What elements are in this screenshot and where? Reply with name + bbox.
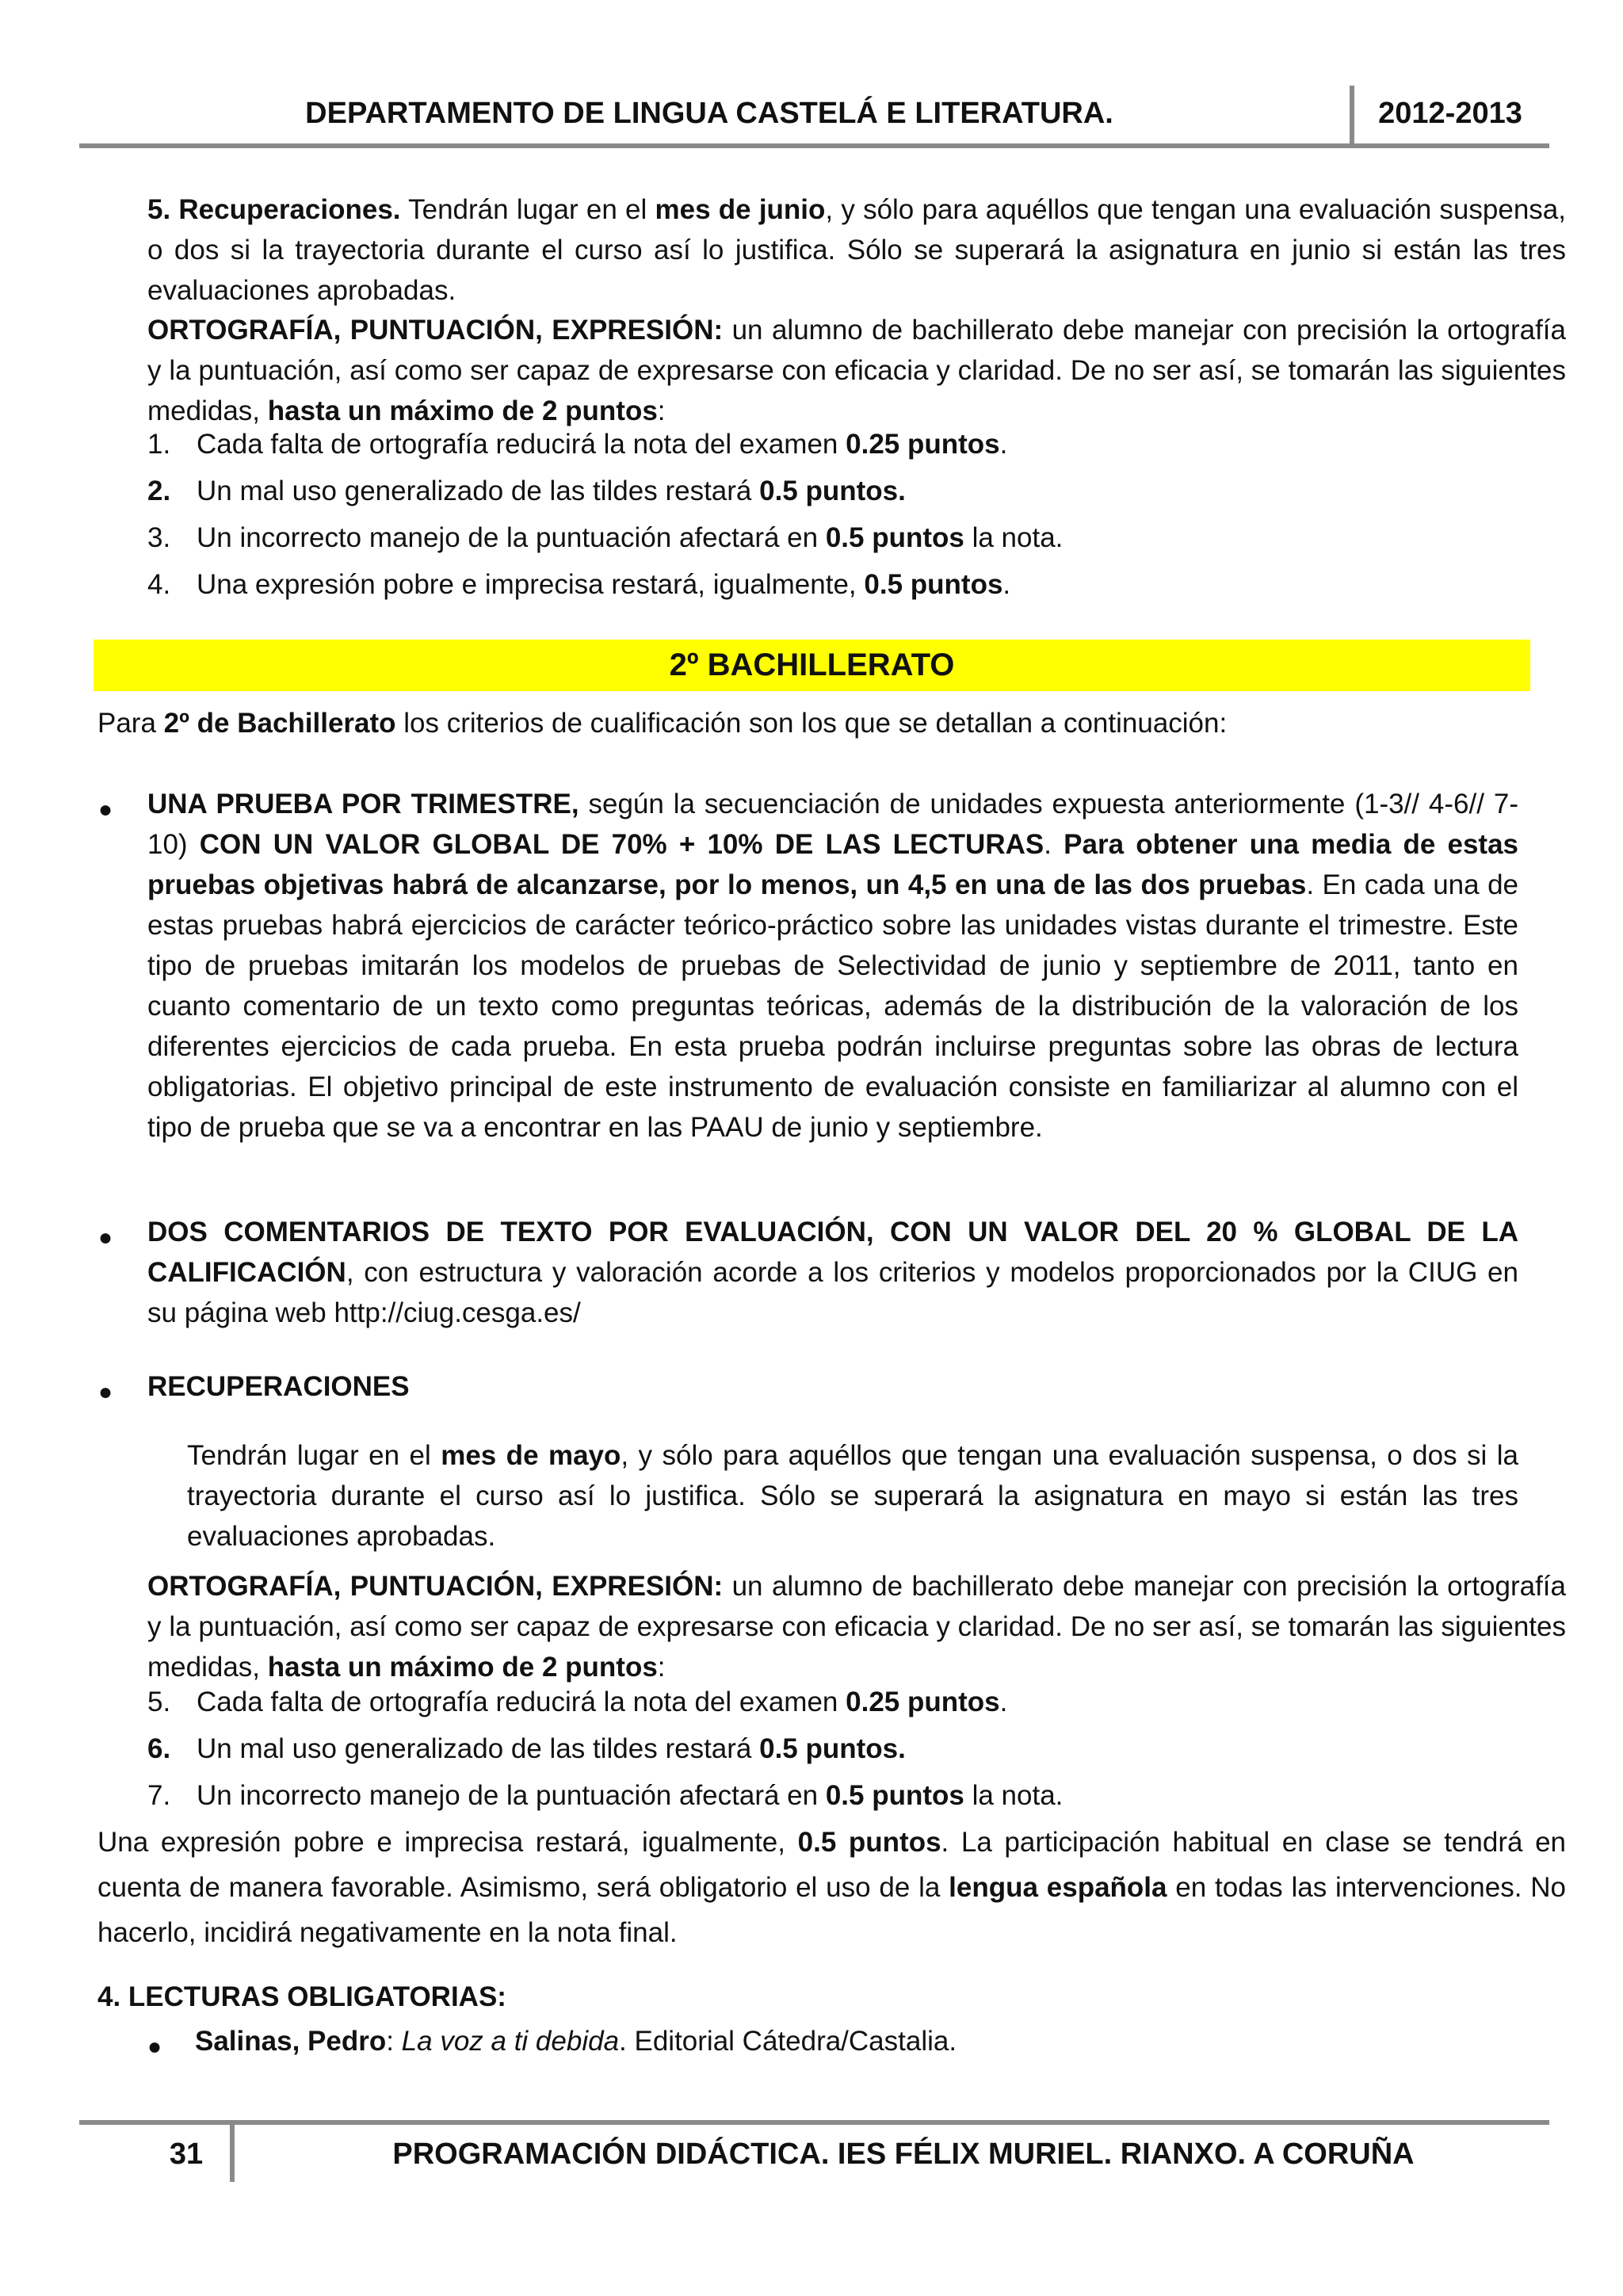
text: . En cada una de estas pruebas habrá ejercicios de carácter teórico-práctico sobre las unidades vistas durante el trimestre. Este tipo de pruebas imitarán los modelos de pruebas de Selectividad de junio y septiembre de 2011, tanto en cuanto comentario de un texto como preguntas teóricas, además de la distribución de la valoración de los diferentes ejercicios de cada prueba. En esta prueba podrán incluirse preguntas sobre las obras de lectura obligatorias. El objetivo principal de este instrumento de evaluación consiste en familiarizar al alumno con el tipo de prueba que se va a encontrar en las PAAU de junio y septiembre.	[147, 869, 1518, 1143]
lectura-item	[195, 2021, 957, 2061]
text: :	[657, 1652, 666, 1683]
bold-text: 2º de Bachillerato	[163, 708, 396, 739]
text: Para	[97, 708, 164, 739]
bold-text: hasta un máximo de 2 puntos	[267, 1652, 658, 1683]
lecturas-heading	[97, 1977, 506, 2017]
list-item	[147, 1775, 1063, 1816]
lectura-title: La voz a ti debida	[401, 2026, 620, 2057]
bold-text: 0.25 puntos	[846, 429, 1000, 460]
text: Tendrán lugar en el	[400, 194, 655, 225]
text: :	[386, 2026, 402, 2057]
list-number: 6.	[147, 1733, 171, 1764]
list-item	[147, 564, 1010, 605]
page-number: 31	[169, 2137, 204, 2171]
bullet-label-recuperaciones	[147, 1366, 410, 1407]
list-item	[147, 1729, 906, 1769]
text: Cada falta de ortografía reducirá la nota del examen	[197, 1687, 846, 1717]
text: la nota.	[964, 522, 1064, 553]
text: .	[1044, 829, 1064, 860]
lectura-author: Salinas, Pedro	[195, 2026, 387, 2057]
text: en todas las intervenciones. No hacerlo, incidirá negativamente en la nota final.	[97, 1872, 1566, 1948]
bold-text: mes de mayo	[441, 1440, 621, 1471]
text: un alumno de bachillerato debe manejar con precisión la ortografía y la puntuación, así como ser capaz de expresarse con eficacia y claridad. De no ser así, se tomarán las siguientes medidas,	[147, 315, 1566, 426]
recuperaciones-label: 5. Recuperaciones.	[147, 194, 401, 225]
header-year: 2012-2013	[1378, 97, 1522, 130]
bold-text: lengua española	[949, 1872, 1167, 1903]
closing-paragraph	[97, 1820, 1566, 1955]
bold-text: 0.25 puntos	[846, 1687, 1000, 1717]
text: Un mal uso generalizado de las tildes restará	[197, 1733, 760, 1764]
list-item	[147, 424, 1007, 464]
list-number: 4.	[147, 569, 171, 600]
text: .	[999, 429, 1008, 460]
text: Cada falta de ortografía reducirá la nota del examen	[197, 429, 846, 460]
text: , con estructura y valoración acorde a los criterios y modelos proporcionados por la CIUG en su página web http://ciug.cesga.es/	[147, 1257, 1518, 1328]
bold-text: RECUPERACIONES	[147, 1371, 410, 1402]
bold-text: 0.5 puntos.	[759, 476, 906, 506]
bullet-paragraph-comentarios	[147, 1212, 1518, 1333]
list-item	[147, 471, 906, 511]
bold-text: UNA PRUEBA POR TRIMESTRE,	[147, 789, 579, 819]
text: .	[1002, 569, 1011, 600]
intro-paragraph	[97, 703, 1548, 743]
text: Una expresión pobre e imprecisa restará, igualmente,	[197, 569, 865, 600]
list-number: 3.	[147, 522, 171, 553]
bold-text: 4. LECTURAS OBLIGATORIAS:	[97, 1981, 506, 2012]
header-title: DEPARTAMENTO DE LINGUA CASTELÁ E LITERATURA.	[305, 97, 1113, 130]
header-rule	[79, 143, 1549, 148]
bold-text: DOS COMENTARIOS DE TEXTO POR EVALUACIÓN, CON UN VALOR DEL 20 % GLOBAL DE LA CALIFICACIÓN	[147, 1217, 1518, 1288]
footer-divider	[230, 2120, 235, 2182]
text: Tendrán lugar en el	[187, 1440, 441, 1471]
bullet-icon: ●	[147, 2034, 162, 2060]
bold-text: 0.5 puntos	[825, 522, 964, 553]
list-number: 1.	[147, 429, 171, 460]
ortografia-paragraph-2	[147, 1566, 1566, 1687]
ortografia-paragraph	[147, 310, 1566, 431]
text: :	[657, 395, 666, 426]
text: , y sólo para aquéllos que tengan una evaluación suspensa, o dos si la trayectoria durante el curso así lo justifica. Sólo se superará la asignatura en mayo si están las tres evaluaciones aprobadas.	[187, 1440, 1518, 1552]
text: la nota.	[964, 1780, 1064, 1811]
lectura-publisher: . Editorial Cátedra/Castalia.	[619, 2026, 957, 2057]
text: un alumno de bachillerato debe manejar con precisión la ortografía y la puntuación, así como ser capaz de expresarse con eficacia y claridad. De no ser así, se tomarán las siguientes medidas,	[147, 1571, 1566, 1683]
ortografia-label: ORTOGRAFÍA, PUNTUACIÓN, EXPRESIÓN:	[147, 1571, 724, 1602]
list-item	[147, 1682, 1007, 1722]
recuperaciones-paragraph	[147, 189, 1566, 311]
list-item	[147, 518, 1063, 558]
bold-text: 0.5 puntos	[797, 1827, 941, 1858]
list-number: 5.	[147, 1687, 171, 1717]
bullet-icon: ●	[98, 1379, 113, 1405]
bullet-paragraph-prueba	[147, 784, 1518, 1148]
bold-text: hasta un máximo de 2 puntos	[267, 395, 658, 426]
recuperaciones-mayo-paragraph	[187, 1435, 1518, 1557]
section-banner: 2º BACHILLERATO	[94, 640, 1530, 691]
text: Una expresión pobre e imprecisa restará, igualmente,	[97, 1827, 798, 1858]
bold-text: Para obtener una media de estas pruebas objetivas habrá de alcanzarse, por lo menos, un 4,5 en una de las dos pruebas	[147, 829, 1519, 900]
footer-title: PROGRAMACIÓN DIDÁCTICA. IES FÉLIX MURIEL. RIANXO. A CORUÑA	[392, 2137, 1415, 2171]
list-number: 2.	[147, 476, 171, 506]
bold-text: mes de junio	[655, 194, 826, 225]
text: según la secuenciación de unidades expuesta anteriormente (1-3// 4-6// 7-10)	[147, 789, 1518, 860]
text: . La participación habitual en clase se tendrá en cuenta de manera favorable. Asimismo, será obligatorio el uso de la	[97, 1827, 1566, 1903]
ortografia-label: ORTOGRAFÍA, PUNTUACIÓN, EXPRESIÓN:	[147, 315, 724, 346]
list-number: 7.	[147, 1780, 171, 1811]
text: Un incorrecto manejo de la puntuación afectará en	[197, 1780, 826, 1811]
bullet-icon: ●	[98, 1224, 113, 1251]
text: , y sólo para aquéllos que tengan una evaluación suspensa, o dos si la trayectoria durante el curso así lo justifica. Sólo se superará la asignatura en junio si están las tres evaluaciones aprobadas.	[147, 194, 1566, 306]
bold-text: 0.5 puntos	[864, 569, 1003, 600]
text: .	[999, 1687, 1008, 1717]
text: Un incorrecto manejo de la puntuación afectará en	[197, 522, 826, 553]
header-divider	[1350, 86, 1354, 146]
footer-rule	[79, 2120, 1549, 2125]
bold-text: 0.5 puntos.	[759, 1733, 906, 1764]
bullet-icon: ●	[98, 797, 113, 823]
text: Un mal uso generalizado de las tildes restará	[197, 476, 760, 506]
bold-text: 0.5 puntos	[825, 1780, 964, 1811]
bold-text: CON UN VALOR GLOBAL DE 70% + 10% DE LAS LECTURAS	[199, 829, 1044, 860]
text: los criterios de cualificación son los que se detallan a continuación:	[395, 708, 1228, 739]
